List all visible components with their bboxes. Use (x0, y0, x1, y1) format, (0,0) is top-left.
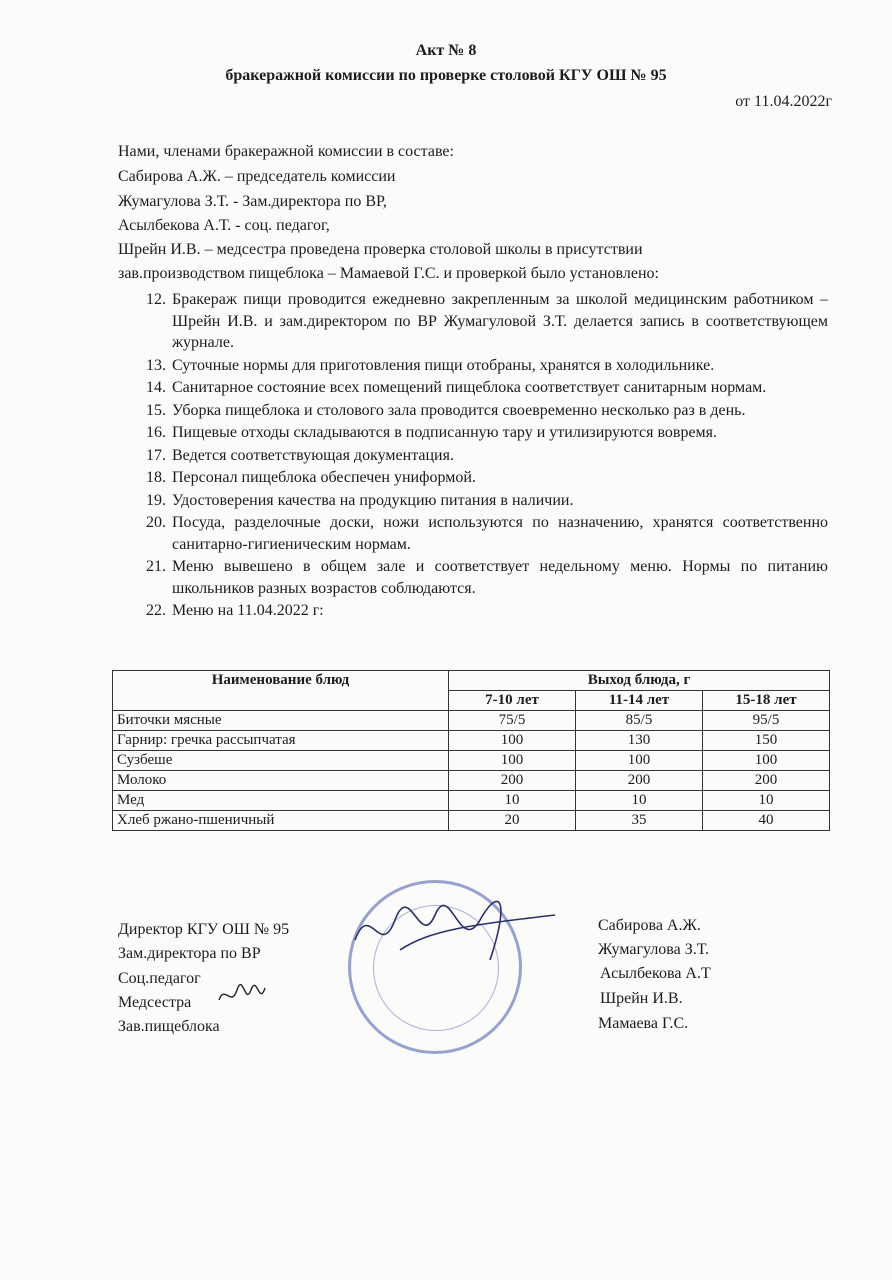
signature-name: Мамаева Г.С. (598, 1015, 689, 1032)
table-row (113, 771, 830, 791)
dish-yield: 85/5 (576, 711, 703, 731)
intro-line: зав.производством пищеблока – Мамаевой Г.С. и проверкой было установлено: (118, 265, 659, 282)
list-item (118, 400, 828, 422)
intro-line: Шрейн И.В. – медсестра проведена проверка столовой школы в присутствии (118, 241, 643, 258)
list-item (118, 377, 828, 399)
item-text: Пищевые отходы складываются в подписанную тару и утилизируются вовремя. (172, 424, 718, 441)
dish-yield: 100 (449, 751, 576, 771)
column-header-age: 7-10 лет (449, 691, 576, 711)
list-item (118, 556, 828, 599)
dish-yield: 200 (703, 771, 830, 791)
item-number: 13. (146, 356, 166, 374)
signature-name: Сабирова А.Ж. (598, 917, 701, 934)
dish-name: Хлеб ржано-пшеничный (113, 811, 449, 831)
findings-list (118, 289, 828, 623)
item-text: Посуда, разделочные доски, ножи используются по назначению, хранятся соответственно санитарно-гигиеническим нормам. (172, 514, 828, 553)
list-item (118, 355, 828, 377)
list-item (118, 600, 828, 622)
item-number: 19. (146, 491, 166, 509)
dish-name: Гарнир: гречка рассыпчатая (113, 731, 449, 751)
item-number: 15. (146, 401, 166, 419)
signature-role: Медсестра (118, 994, 192, 1011)
item-text: Бракераж пищи проводится ежедневно закрепленным за школой медицинским работником – Шрейн И.В. и зам.директором по ВР Жумагуловой З.Т. делается запись в соответствующем журнале. (172, 291, 828, 351)
table-row (113, 811, 830, 831)
item-text: Меню вывешено в общем зале и соответствует недельному меню. Нормы по питанию школьников разных возрастов соблюдаются. (172, 558, 828, 597)
signature-name: Жумагулова З.Т. (598, 941, 709, 958)
item-number: 18. (146, 469, 166, 486)
item-number: 16. (146, 424, 166, 441)
dish-yield: 100 (576, 751, 703, 771)
list-item (118, 422, 828, 444)
dish-name: Мед (113, 791, 449, 811)
dish-yield: 40 (703, 811, 830, 831)
dish-yield: 10 (703, 791, 830, 811)
dish-yield: 200 (449, 771, 576, 791)
signature-name: Асылбекова А.Т (600, 965, 711, 982)
item-number: 12. (146, 291, 166, 308)
item-number: 20. (146, 514, 166, 531)
dish-yield: 95/5 (703, 711, 830, 731)
signature-role: Соц.педагог (118, 970, 201, 987)
dish-name: Сузбеше (113, 751, 449, 771)
document-title: Акт № 8 (415, 42, 477, 59)
list-item (118, 490, 828, 512)
dish-yield: 150 (703, 731, 830, 751)
dish-name: Молоко (113, 771, 449, 791)
intro-line: Нами, членами бракеражной комиссии в составе: (118, 143, 454, 160)
item-number: 21. (146, 558, 166, 575)
document-subtitle: бракеражной комиссии по проверке столовой КГУ ОШ № 95 (225, 67, 667, 84)
list-item (118, 467, 828, 489)
table-row (113, 711, 830, 731)
table-row (113, 791, 830, 811)
dish-yield: 75/5 (449, 711, 576, 731)
director-signature (340, 880, 570, 990)
column-header-dish: Наименование блюд (113, 671, 449, 711)
dish-yield: 100 (703, 751, 830, 771)
column-header-age: 11-14 лет (576, 691, 703, 711)
intro-line: Асылбекова А.Т. - соц. педагог, (118, 217, 330, 234)
nurse-signature (215, 982, 275, 1010)
dish-yield: 130 (576, 731, 703, 751)
dish-yield: 200 (576, 771, 703, 791)
item-text: Меню на 11.04.2022 г: (172, 602, 324, 619)
table-row (113, 751, 830, 771)
item-text: Удостоверения качества на продукцию питания в наличии. (172, 491, 574, 509)
item-number: 17. (146, 446, 166, 464)
signature-role: Зам.директора по ВР (118, 945, 261, 962)
signature-role: Зав.пищеблока (118, 1018, 220, 1035)
item-text: Ведется соответствующая документация. (172, 446, 454, 464)
column-header-yield: Выход блюда, г (449, 671, 830, 691)
item-text: Персонал пищеблока обеспечен униформой. (172, 469, 476, 486)
dish-yield: 35 (576, 811, 703, 831)
dish-yield: 10 (449, 791, 576, 811)
list-item (118, 512, 828, 555)
dish-name: Биточки мясные (113, 711, 449, 731)
item-text: Уборка пищеблока и столового зала проводится своевременно несколько раз в день. (172, 401, 746, 419)
list-item (118, 289, 828, 354)
dish-yield: 10 (576, 791, 703, 811)
table-row (113, 731, 830, 751)
dish-yield: 100 (449, 731, 576, 751)
item-text: Суточные нормы для приготовления пищи отобраны, хранятся в холодильнике. (172, 356, 715, 374)
item-number: 14. (146, 379, 166, 396)
column-header-age: 15-18 лет (703, 691, 830, 711)
list-item (118, 445, 828, 467)
signature-role: Директор КГУ ОШ № 95 (118, 921, 290, 938)
item-number: 22. (146, 602, 166, 619)
signature-name: Шрейн И.В. (600, 990, 683, 1007)
dish-yield: 20 (449, 811, 576, 831)
menu-table (112, 670, 830, 831)
intro-line: Сабирова А.Ж. – председатель комиссии (118, 168, 396, 185)
intro-line: Жумагулова З.Т. - Зам.директора по ВР, (118, 193, 387, 210)
document-date: от 11.04.2022г (735, 93, 832, 110)
item-text: Санитарное состояние всех помещений пищеблока соответствует санитарным нормам. (172, 379, 767, 396)
